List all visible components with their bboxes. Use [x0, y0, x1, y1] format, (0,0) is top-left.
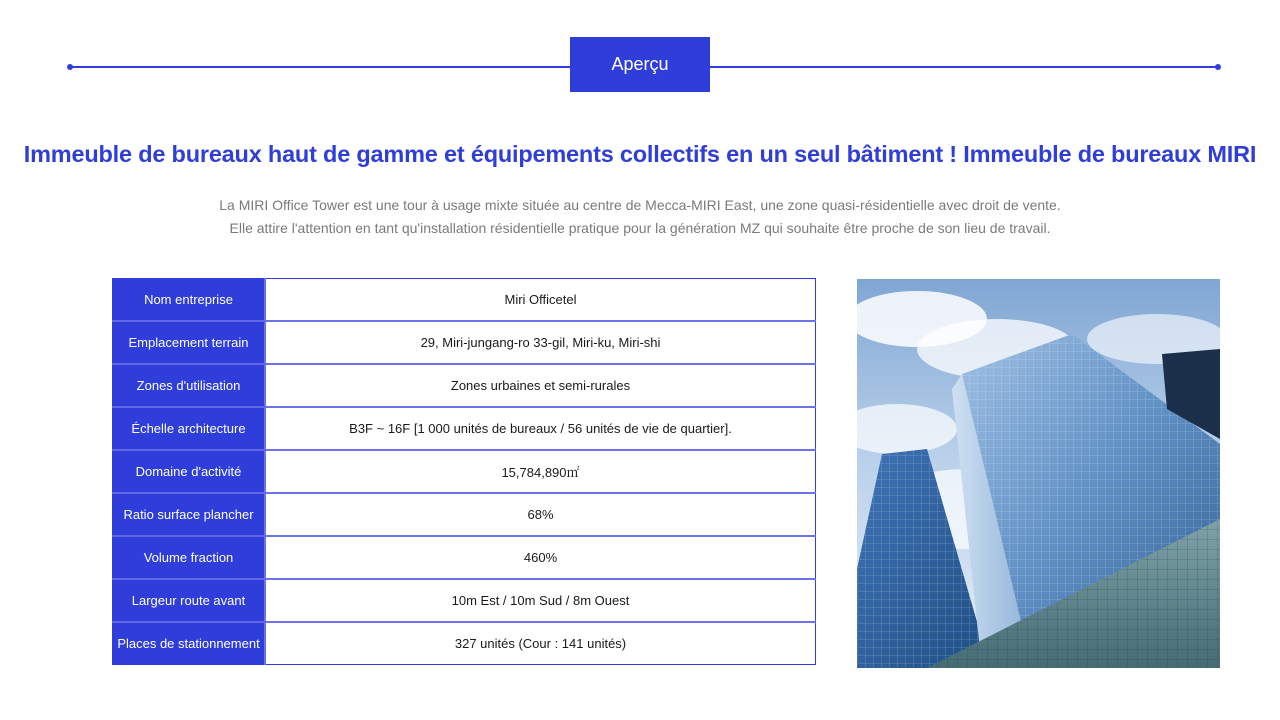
row-value: 68% [265, 493, 816, 536]
table-row [113, 579, 816, 622]
row-label: Volume fraction [113, 536, 266, 579]
intro-line-1: La MIRI Office Tower est une tour à usage mixte située au centre de Mecca-MIRI East, une zone quasi-résidentielle avec droit de vente. [219, 197, 1061, 213]
table-row [113, 364, 816, 407]
row-value: B3F ~ 16F [1 000 unités de bureaux / 56 unités de vie de quartier]. [265, 407, 816, 450]
table-row [113, 622, 816, 665]
table-row [113, 279, 816, 322]
row-label: Nom entreprise [113, 279, 266, 322]
row-label: Échelle architecture [113, 407, 266, 450]
row-label: Emplacement terrain [113, 321, 266, 364]
row-label: Largeur route avant [113, 579, 266, 622]
table-row [113, 407, 816, 450]
row-label: Places de stationnement [113, 622, 266, 665]
row-label: Ratio surface plancher [113, 493, 266, 536]
row-value: 15,784,890㎡ [265, 450, 816, 493]
row-value: Miri Officetel [265, 279, 816, 322]
table-row [113, 321, 816, 364]
page-headline: Immeuble de bureaux haut de gamme et équipements collectifs en un seul bâtiment ! Immeuble de bureaux MIRI [23, 141, 1257, 167]
table-row [113, 536, 816, 579]
table-row [113, 450, 816, 493]
intro-line-2: Elle attire l'attention en tant qu'installation résidentielle pratique pour la génération MZ qui souhaite être proche de son lieu de travail. [229, 220, 1051, 236]
row-value: 460% [265, 536, 816, 579]
divider-dot-left [67, 64, 73, 70]
table-row [113, 493, 816, 536]
intro-text [0, 194, 1280, 240]
row-value: 29, Miri-jungang-ro 33-gil, Miri-ku, Miri-shi [265, 321, 816, 364]
section-tab-apercu: Aperçu [570, 37, 710, 92]
building-info-table [112, 278, 816, 665]
office-tower-image [857, 279, 1220, 668]
section-header [0, 37, 1280, 92]
divider-dot-right [1215, 64, 1221, 70]
row-value: 10m Est / 10m Sud / 8m Ouest [265, 579, 816, 622]
row-label: Domaine d'activité [113, 450, 266, 493]
row-value: 327 unités (Cour : 141 unités) [265, 622, 816, 665]
row-label: Zones d'utilisation [113, 364, 266, 407]
row-value: Zones urbaines et semi-rurales [265, 364, 816, 407]
